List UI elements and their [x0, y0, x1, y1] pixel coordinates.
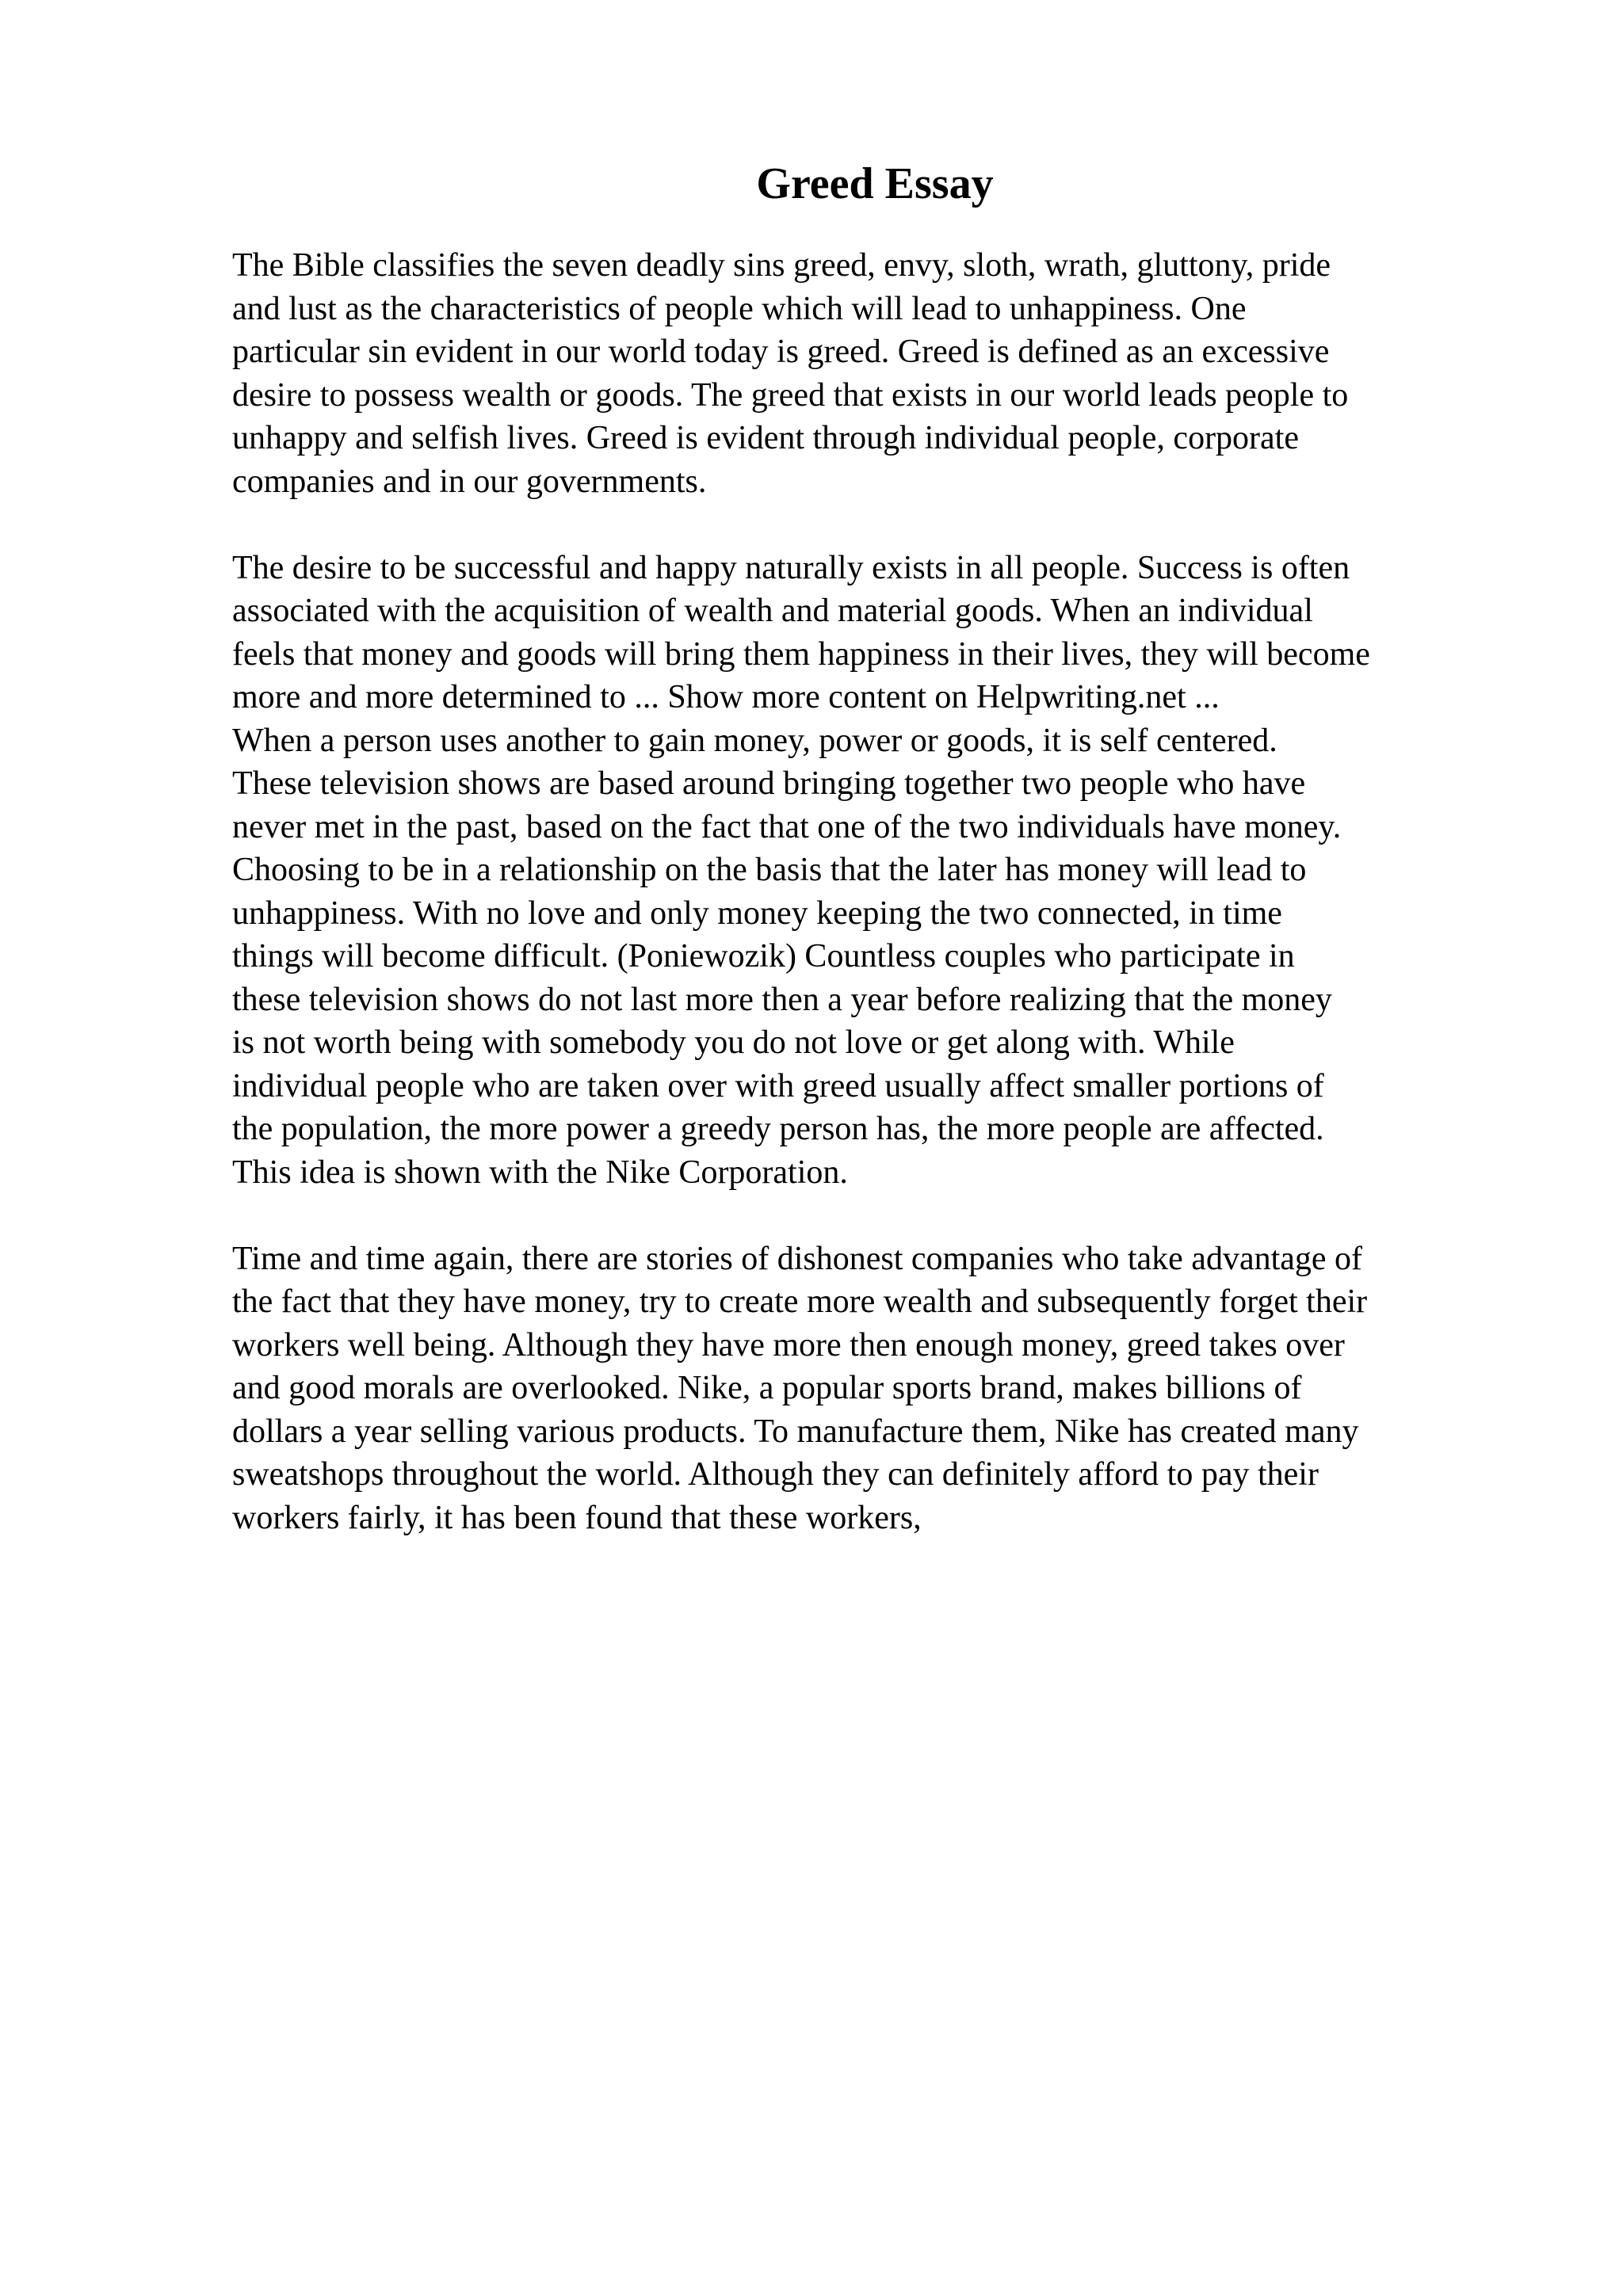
text-line: never met in the past, based on the fact that one of the two individuals have money. [232, 808, 1342, 845]
essay-body [232, 244, 1595, 1539]
text-line: This idea is shown with the Nike Corporation. [232, 1154, 848, 1191]
text-line: When a person uses another to gain money, power or goods, it is self centered. [232, 722, 1277, 759]
text-line: Choosing to be in a relationship on the basis that the later has money will lead to [232, 852, 1307, 888]
paragraph-2 [232, 547, 1595, 1195]
text-line: These television shows are based around bringing together two people who have [232, 765, 1306, 802]
text-line: the fact that they have money, try to create more wealth and subsequently forget their [232, 1283, 1368, 1320]
paragraph-1 [232, 244, 1595, 503]
text-line: more and more determined to ... Show more content on Helpwriting.net ... [232, 679, 1220, 715]
text-line: feels that money and goods will bring them happiness in their lives, they will become [232, 635, 1370, 673]
text-line: these television shows do not last more then a year before realizing that the money [232, 981, 1332, 1018]
paragraph-gap [232, 503, 1595, 547]
page-title: Greed Essay [756, 159, 994, 208]
text-line: particular sin evident in our world today is greed. Greed is defined as an excessive [232, 334, 1330, 370]
text-line: unhappy and selfish lives. Greed is evident through individual people, corporate [232, 420, 1299, 456]
text-line: unhappiness. With no love and only money keeping the two connected, in time [232, 894, 1282, 932]
paragraph-gap [232, 1194, 1595, 1238]
text-line: sweatshops throughout the world. Although they can definitely afford to pay their [232, 1456, 1319, 1493]
text-line: The Bible classifies the seven deadly sins greed, envy, sloth, wrath, gluttony, pride [232, 247, 1331, 284]
text-line: individual people who are taken over with greed usually affect smaller portions of [232, 1067, 1324, 1104]
text-line: associated with the acquisition of wealth and material goods. When an individual [232, 593, 1313, 629]
text-line: the population, the more power a greedy person has, the more people are affected. [232, 1111, 1324, 1147]
paragraph-3 [232, 1238, 1595, 1540]
text-line: is not worth being with somebody you do not love or get along with. While [232, 1024, 1235, 1061]
text-line: desire to possess wealth or goods. The greed that exists in our world leads people to [232, 376, 1349, 414]
text-line: The desire to be successful and happy naturally exists in all people. Success is often [232, 549, 1350, 586]
text-line: workers well being. Although they have more then enough money, greed takes over [232, 1326, 1345, 1363]
text-line: things will become difficult. (Poniewozik) Countless couples who participate in [232, 938, 1295, 974]
text-line: Time and time again, there are stories of dishonest companies who take advantage of [232, 1240, 1363, 1277]
text-line: workers fairly, it has been found that these workers, [232, 1499, 922, 1536]
text-line: dollars a year selling various products. To manufacture them, Nike has created many [232, 1413, 1359, 1450]
text-line: companies and in our governments. [232, 463, 707, 500]
text-line: and lust as the characteristics of people which will lead to unhappiness. One [232, 290, 1247, 327]
text-line: and good morals are overlooked. Nike, a popular sports brand, makes billions of [232, 1370, 1302, 1406]
